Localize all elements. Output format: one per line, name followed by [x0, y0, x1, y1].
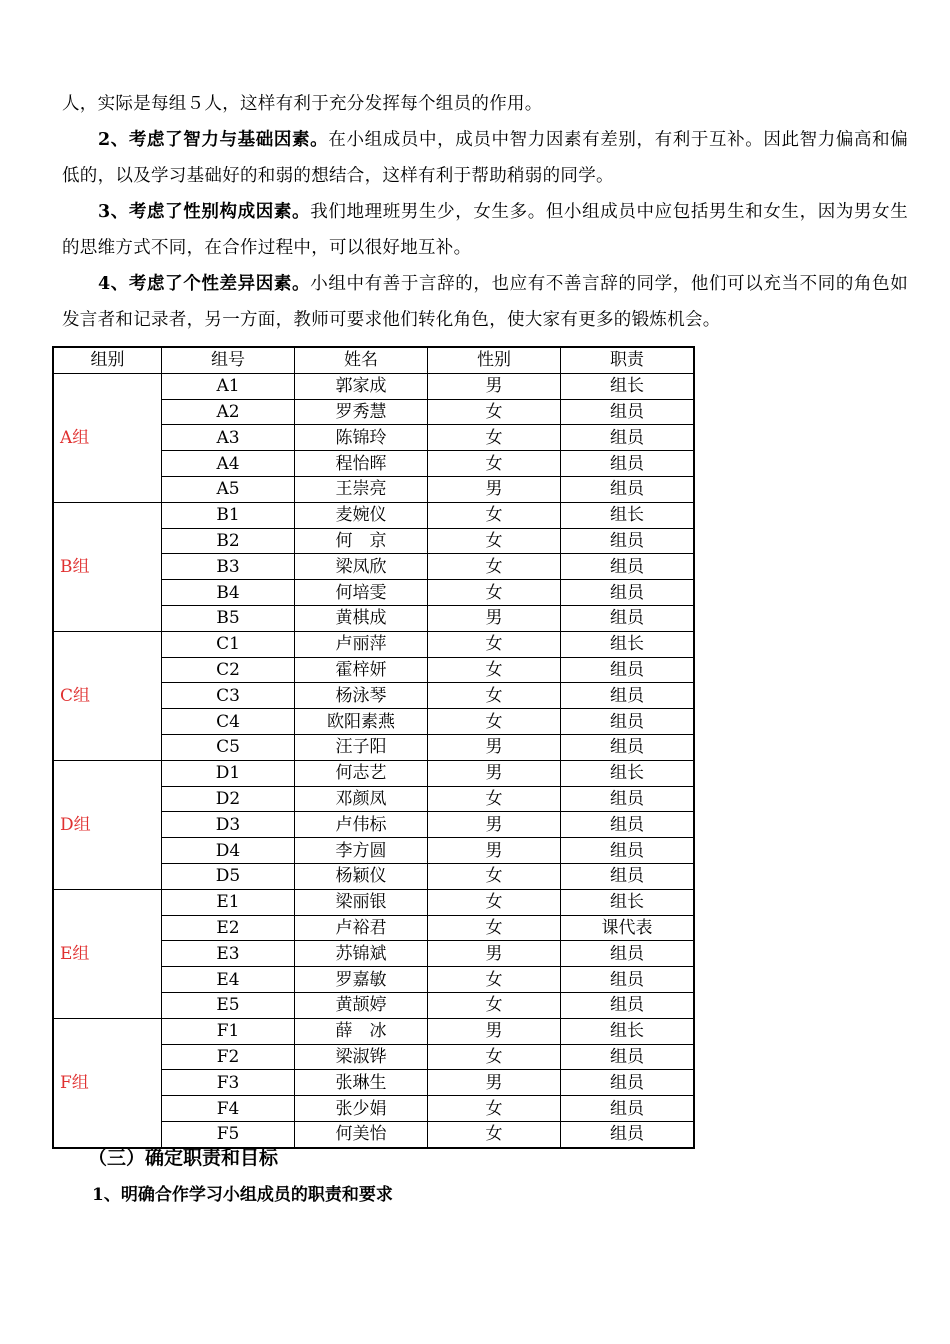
- header-number: 组号: [162, 347, 295, 373]
- member-number: F5: [162, 1121, 295, 1147]
- member-role: 组员: [561, 786, 695, 812]
- member-number: A3: [162, 425, 295, 451]
- member-name: 杨颖仪: [295, 863, 428, 889]
- member-gender: 女: [428, 967, 561, 993]
- member-name: 何培雯: [295, 580, 428, 606]
- member-role: 组员: [561, 605, 695, 631]
- paragraph-lead: 3、考虑了性别构成因素。: [98, 202, 311, 222]
- member-gender: 女: [428, 889, 561, 915]
- group-label: C组: [53, 631, 162, 760]
- member-role: 组员: [561, 709, 695, 735]
- member-name: 梁丽银: [295, 889, 428, 915]
- member-name: 邓颜凤: [295, 786, 428, 812]
- member-gender: 女: [428, 502, 561, 528]
- member-number: C5: [162, 734, 295, 760]
- member-role: 组长: [561, 373, 695, 399]
- member-role: 组员: [561, 941, 695, 967]
- member-name: 梁淑铧: [295, 1044, 428, 1070]
- member-name: 王崇亮: [295, 476, 428, 502]
- member-role: 组员: [561, 734, 695, 760]
- member-name: 汪子阳: [295, 734, 428, 760]
- member-role: 组长: [561, 502, 695, 528]
- member-gender: 男: [428, 941, 561, 967]
- member-role: 组员: [561, 863, 695, 889]
- member-role: 组员: [561, 399, 695, 425]
- member-number: D5: [162, 863, 295, 889]
- group-label: D组: [53, 760, 162, 889]
- member-gender: 男: [428, 605, 561, 631]
- member-number: C3: [162, 683, 295, 709]
- member-gender: 女: [428, 1044, 561, 1070]
- member-number: D3: [162, 812, 295, 838]
- member-role: 组员: [561, 554, 695, 580]
- table-row: [53, 760, 694, 786]
- member-number: A5: [162, 476, 295, 502]
- member-number: A1: [162, 373, 295, 399]
- member-name: 张琳生: [295, 1070, 428, 1096]
- member-name: 苏锦斌: [295, 941, 428, 967]
- member-number: B1: [162, 502, 295, 528]
- member-name: 卢伟标: [295, 812, 428, 838]
- member-role: 组员: [561, 1070, 695, 1096]
- group-label: E组: [53, 889, 162, 1018]
- member-name: 麦婉仪: [295, 502, 428, 528]
- member-number: A2: [162, 399, 295, 425]
- member-gender: 男: [428, 734, 561, 760]
- member-role: 组员: [561, 451, 695, 477]
- member-number: B5: [162, 605, 295, 631]
- paragraph-personality: [62, 266, 908, 338]
- paragraph-lead: 4、考虑了个性差异因素。: [98, 274, 311, 294]
- member-gender: 女: [428, 1096, 561, 1122]
- table-row: [53, 889, 694, 915]
- member-gender: 男: [428, 373, 561, 399]
- paragraph-intelligence: [62, 122, 908, 194]
- member-name: 李方圆: [295, 838, 428, 864]
- member-number: E2: [162, 915, 295, 941]
- member-number: B3: [162, 554, 295, 580]
- member-gender: 女: [428, 1121, 561, 1147]
- member-role: 组员: [561, 838, 695, 864]
- group-label: A组: [53, 373, 162, 502]
- member-number: F2: [162, 1044, 295, 1070]
- member-gender: 女: [428, 657, 561, 683]
- member-role: 组员: [561, 967, 695, 993]
- member-number: E4: [162, 967, 295, 993]
- member-role: 组长: [561, 889, 695, 915]
- member-name: 卢裕君: [295, 915, 428, 941]
- member-number: E5: [162, 992, 295, 1018]
- paragraph-lead: 2、考虑了智力与基础因素。: [98, 130, 329, 150]
- member-gender: 女: [428, 683, 561, 709]
- member-name: 梁凤欣: [295, 554, 428, 580]
- member-gender: 女: [428, 554, 561, 580]
- member-role: 组长: [561, 760, 695, 786]
- member-gender: 女: [428, 915, 561, 941]
- member-gender: 男: [428, 1070, 561, 1096]
- member-role: 组员: [561, 812, 695, 838]
- member-name: 张少娟: [295, 1096, 428, 1122]
- member-role: 组长: [561, 1018, 695, 1044]
- member-gender: 女: [428, 451, 561, 477]
- member-name: 黄棋成: [295, 605, 428, 631]
- member-name: 何 京: [295, 528, 428, 554]
- member-number: F1: [162, 1018, 295, 1044]
- table-row: [53, 373, 694, 399]
- member-gender: 男: [428, 812, 561, 838]
- member-gender: 男: [428, 1018, 561, 1044]
- member-name: 霍梓妍: [295, 657, 428, 683]
- member-gender: 女: [428, 425, 561, 451]
- member-role: 组员: [561, 425, 695, 451]
- paragraph-text: 我们地理班男生少，女生多。但小组成员中应包括男生和女生，因为男女生的思维方式不同，在合作过程中，可以很好地互补。: [62, 202, 908, 258]
- member-number: E1: [162, 889, 295, 915]
- group-label: F组: [53, 1018, 162, 1147]
- member-gender: 女: [428, 399, 561, 425]
- member-name: 薛 冰: [295, 1018, 428, 1044]
- member-name: 何美怡: [295, 1121, 428, 1147]
- member-gender: 女: [428, 992, 561, 1018]
- header-name: 姓名: [295, 347, 428, 373]
- member-role: 组员: [561, 580, 695, 606]
- member-number: B2: [162, 528, 295, 554]
- header-group: 组别: [53, 347, 162, 373]
- member-gender: 男: [428, 476, 561, 502]
- member-number: C1: [162, 631, 295, 657]
- member-name: 罗嘉敏: [295, 967, 428, 993]
- paragraph-text: 在小组成员中，成员中智力因素有差别，有利于互补。因此智力偏高和偏低的，以及学习基础好的和弱的想结合，这样有利于帮助稍弱的同学。: [62, 130, 908, 186]
- member-name: 黄颉婷: [295, 992, 428, 1018]
- member-gender: 男: [428, 760, 561, 786]
- member-gender: 女: [428, 709, 561, 735]
- member-role: 组员: [561, 1096, 695, 1122]
- member-role: 组员: [561, 992, 695, 1018]
- member-name: 郭家成: [295, 373, 428, 399]
- member-name: 罗秀慧: [295, 399, 428, 425]
- member-gender: 女: [428, 528, 561, 554]
- member-gender: 女: [428, 786, 561, 812]
- group-roster-table: [52, 346, 695, 1149]
- member-number: C4: [162, 709, 295, 735]
- member-number: F3: [162, 1070, 295, 1096]
- paragraph-continuation: [62, 86, 908, 122]
- member-role: 课代表: [561, 915, 695, 941]
- member-name: 卢丽萍: [295, 631, 428, 657]
- member-number: F4: [162, 1096, 295, 1122]
- member-name: 何志艺: [295, 760, 428, 786]
- table-row: [53, 1018, 694, 1044]
- paragraph-gender: [62, 194, 908, 266]
- member-role: 组员: [561, 683, 695, 709]
- member-gender: 女: [428, 863, 561, 889]
- paragraph-text: 人，实际是每组５人，这样有利于充分发挥每个组员的作用。: [62, 94, 543, 114]
- member-gender: 男: [428, 838, 561, 864]
- member-number: A4: [162, 451, 295, 477]
- sub-heading: 1、明确合作学习小组成员的职责和要求: [92, 1185, 393, 1205]
- group-label: B组: [53, 502, 162, 631]
- member-gender: 女: [428, 631, 561, 657]
- table-row: [53, 502, 694, 528]
- paragraph-text: 小组中有善于言辞的，也应有不善言辞的同学，他们可以充当不同的角色如发言者和记录者，另一方面，教师可要求他们转化角色，使大家有更多的锻炼机会。: [62, 274, 908, 330]
- member-number: D4: [162, 838, 295, 864]
- member-name: 陈锦玲: [295, 425, 428, 451]
- table-row: [53, 631, 694, 657]
- member-number: B4: [162, 580, 295, 606]
- member-role: 组长: [561, 631, 695, 657]
- header-role: 职责: [561, 347, 695, 373]
- member-number: D2: [162, 786, 295, 812]
- member-role: 组员: [561, 1044, 695, 1070]
- member-name: 程怡晖: [295, 451, 428, 477]
- member-role: 组员: [561, 528, 695, 554]
- member-name: 欧阳素燕: [295, 709, 428, 735]
- table-header-row: [53, 347, 694, 373]
- member-number: E3: [162, 941, 295, 967]
- member-role: 组员: [561, 476, 695, 502]
- member-name: 杨泳琴: [295, 683, 428, 709]
- member-role: 组员: [561, 657, 695, 683]
- member-gender: 女: [428, 580, 561, 606]
- member-number: C2: [162, 657, 295, 683]
- header-gender: 性别: [428, 347, 561, 373]
- table-body: [53, 373, 694, 1147]
- member-number: D1: [162, 760, 295, 786]
- section-heading: （三）确定职责和目标: [88, 1147, 279, 1169]
- member-role: 组员: [561, 1121, 695, 1147]
